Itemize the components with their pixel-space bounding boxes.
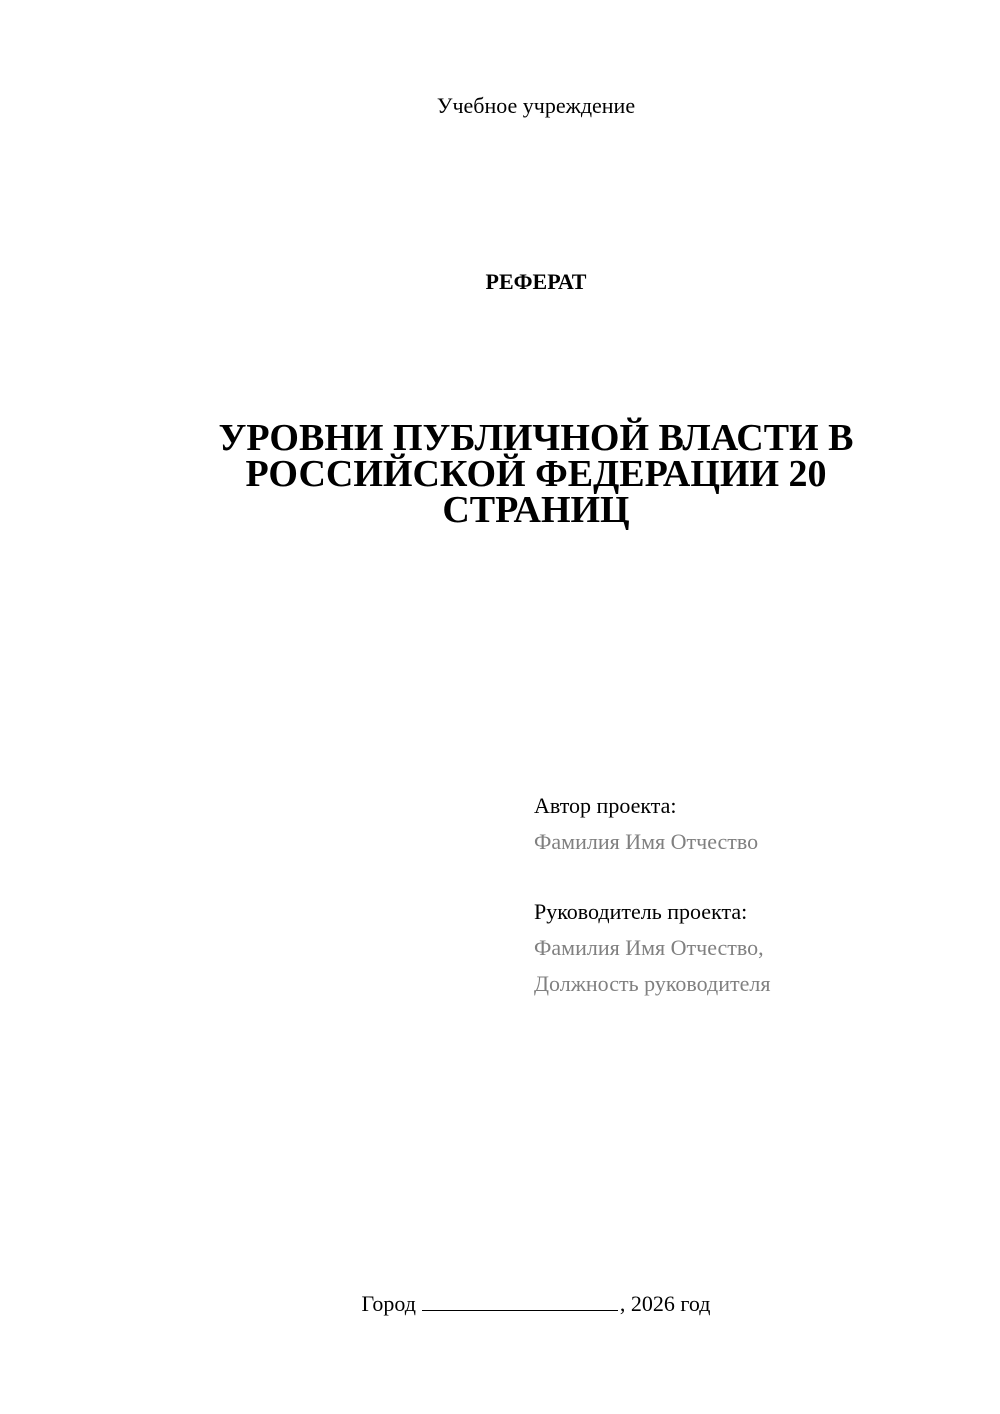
- city-year-line: [0, 1290, 1000, 1318]
- city-blank-line: [422, 1290, 618, 1311]
- title-line: УРОВНИ ПУБЛИЧНОЙ ВЛАСТИ В: [218, 417, 854, 459]
- credits-block: [534, 788, 770, 1002]
- supervisor-name-placeholder: Фамилия Имя Отчество,: [534, 935, 764, 960]
- document-type: РЕФЕРАТ: [485, 269, 587, 294]
- institution-name: Учебное учреждение: [436, 93, 636, 118]
- supervisor-position-placeholder: Должность руководителя: [534, 971, 771, 996]
- title-line: СТРАНИЦ: [442, 489, 630, 531]
- city-label: Город: [361, 1291, 416, 1316]
- title-line: РОССИЙСКОЙ ФЕДЕРАЦИИ 20: [245, 453, 827, 495]
- spacer: [534, 860, 770, 894]
- supervisor-label: Руководитель проекта:: [534, 899, 748, 924]
- author-name-placeholder: Фамилия Имя Отчество: [534, 829, 759, 854]
- document-title: [200, 417, 872, 531]
- author-label: Автор проекта:: [534, 793, 677, 818]
- year-text: , 2026 год: [619, 1291, 711, 1316]
